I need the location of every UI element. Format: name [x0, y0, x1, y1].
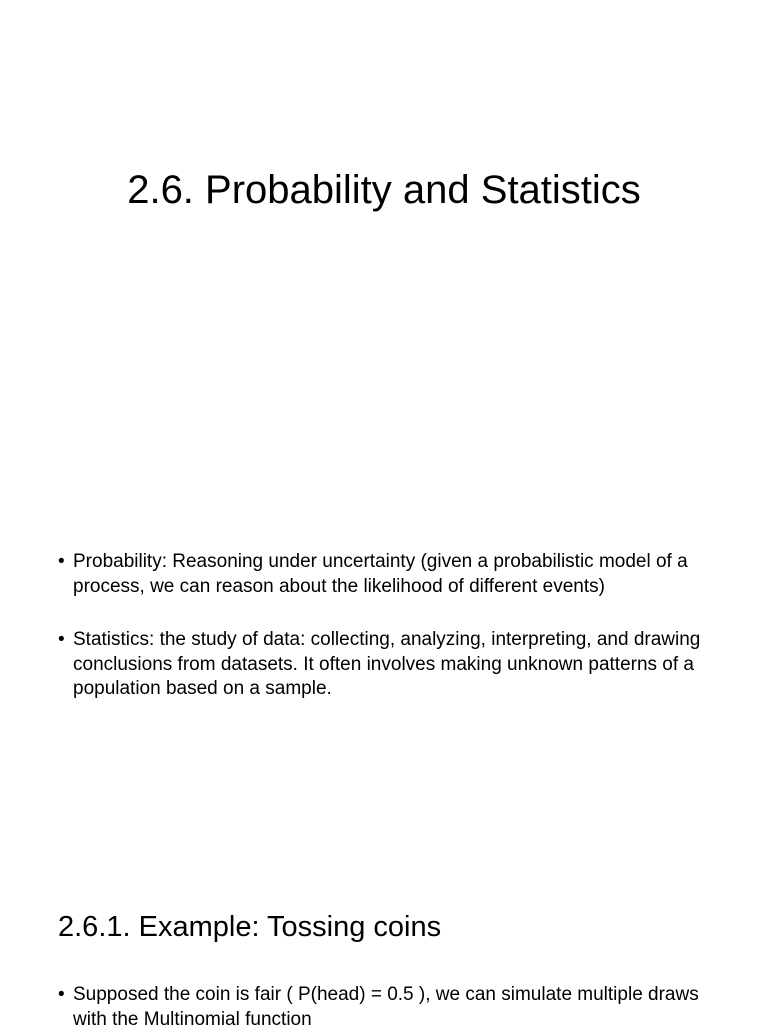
bullet-symbol: • [58, 551, 65, 572]
bullet-symbol: • [58, 984, 65, 1005]
slide-2 [0, 860, 768, 1030]
bullet-probability [58, 550, 718, 599]
bullet-text: Supposed the coin is fair ( P(head) = 0.5 ), we can simulate multiple draws with the Multinomial function [73, 984, 699, 1030]
bullet-statistics [58, 628, 718, 702]
bullet-text: Probability: Reasoning under uncertainty (given a probabilistic model of a process, we can reason about the likelihood of different events) [73, 551, 688, 597]
bullet-list [58, 983, 718, 1032]
slide-subtitle: 2.6.1. Example: Tossing coins [58, 911, 442, 943]
bullet-text: Statistics: the study of data: collecting, analyzing, interpreting, and drawing conclusions from datasets. It often involves making unknown patterns of a population based on a sample. [73, 629, 701, 699]
slide-title: 2.6. Probability and Statistics [127, 168, 641, 212]
bullet-coin-fair [58, 983, 718, 1032]
bullet-list [58, 550, 718, 702]
bullet-symbol: • [58, 629, 65, 650]
